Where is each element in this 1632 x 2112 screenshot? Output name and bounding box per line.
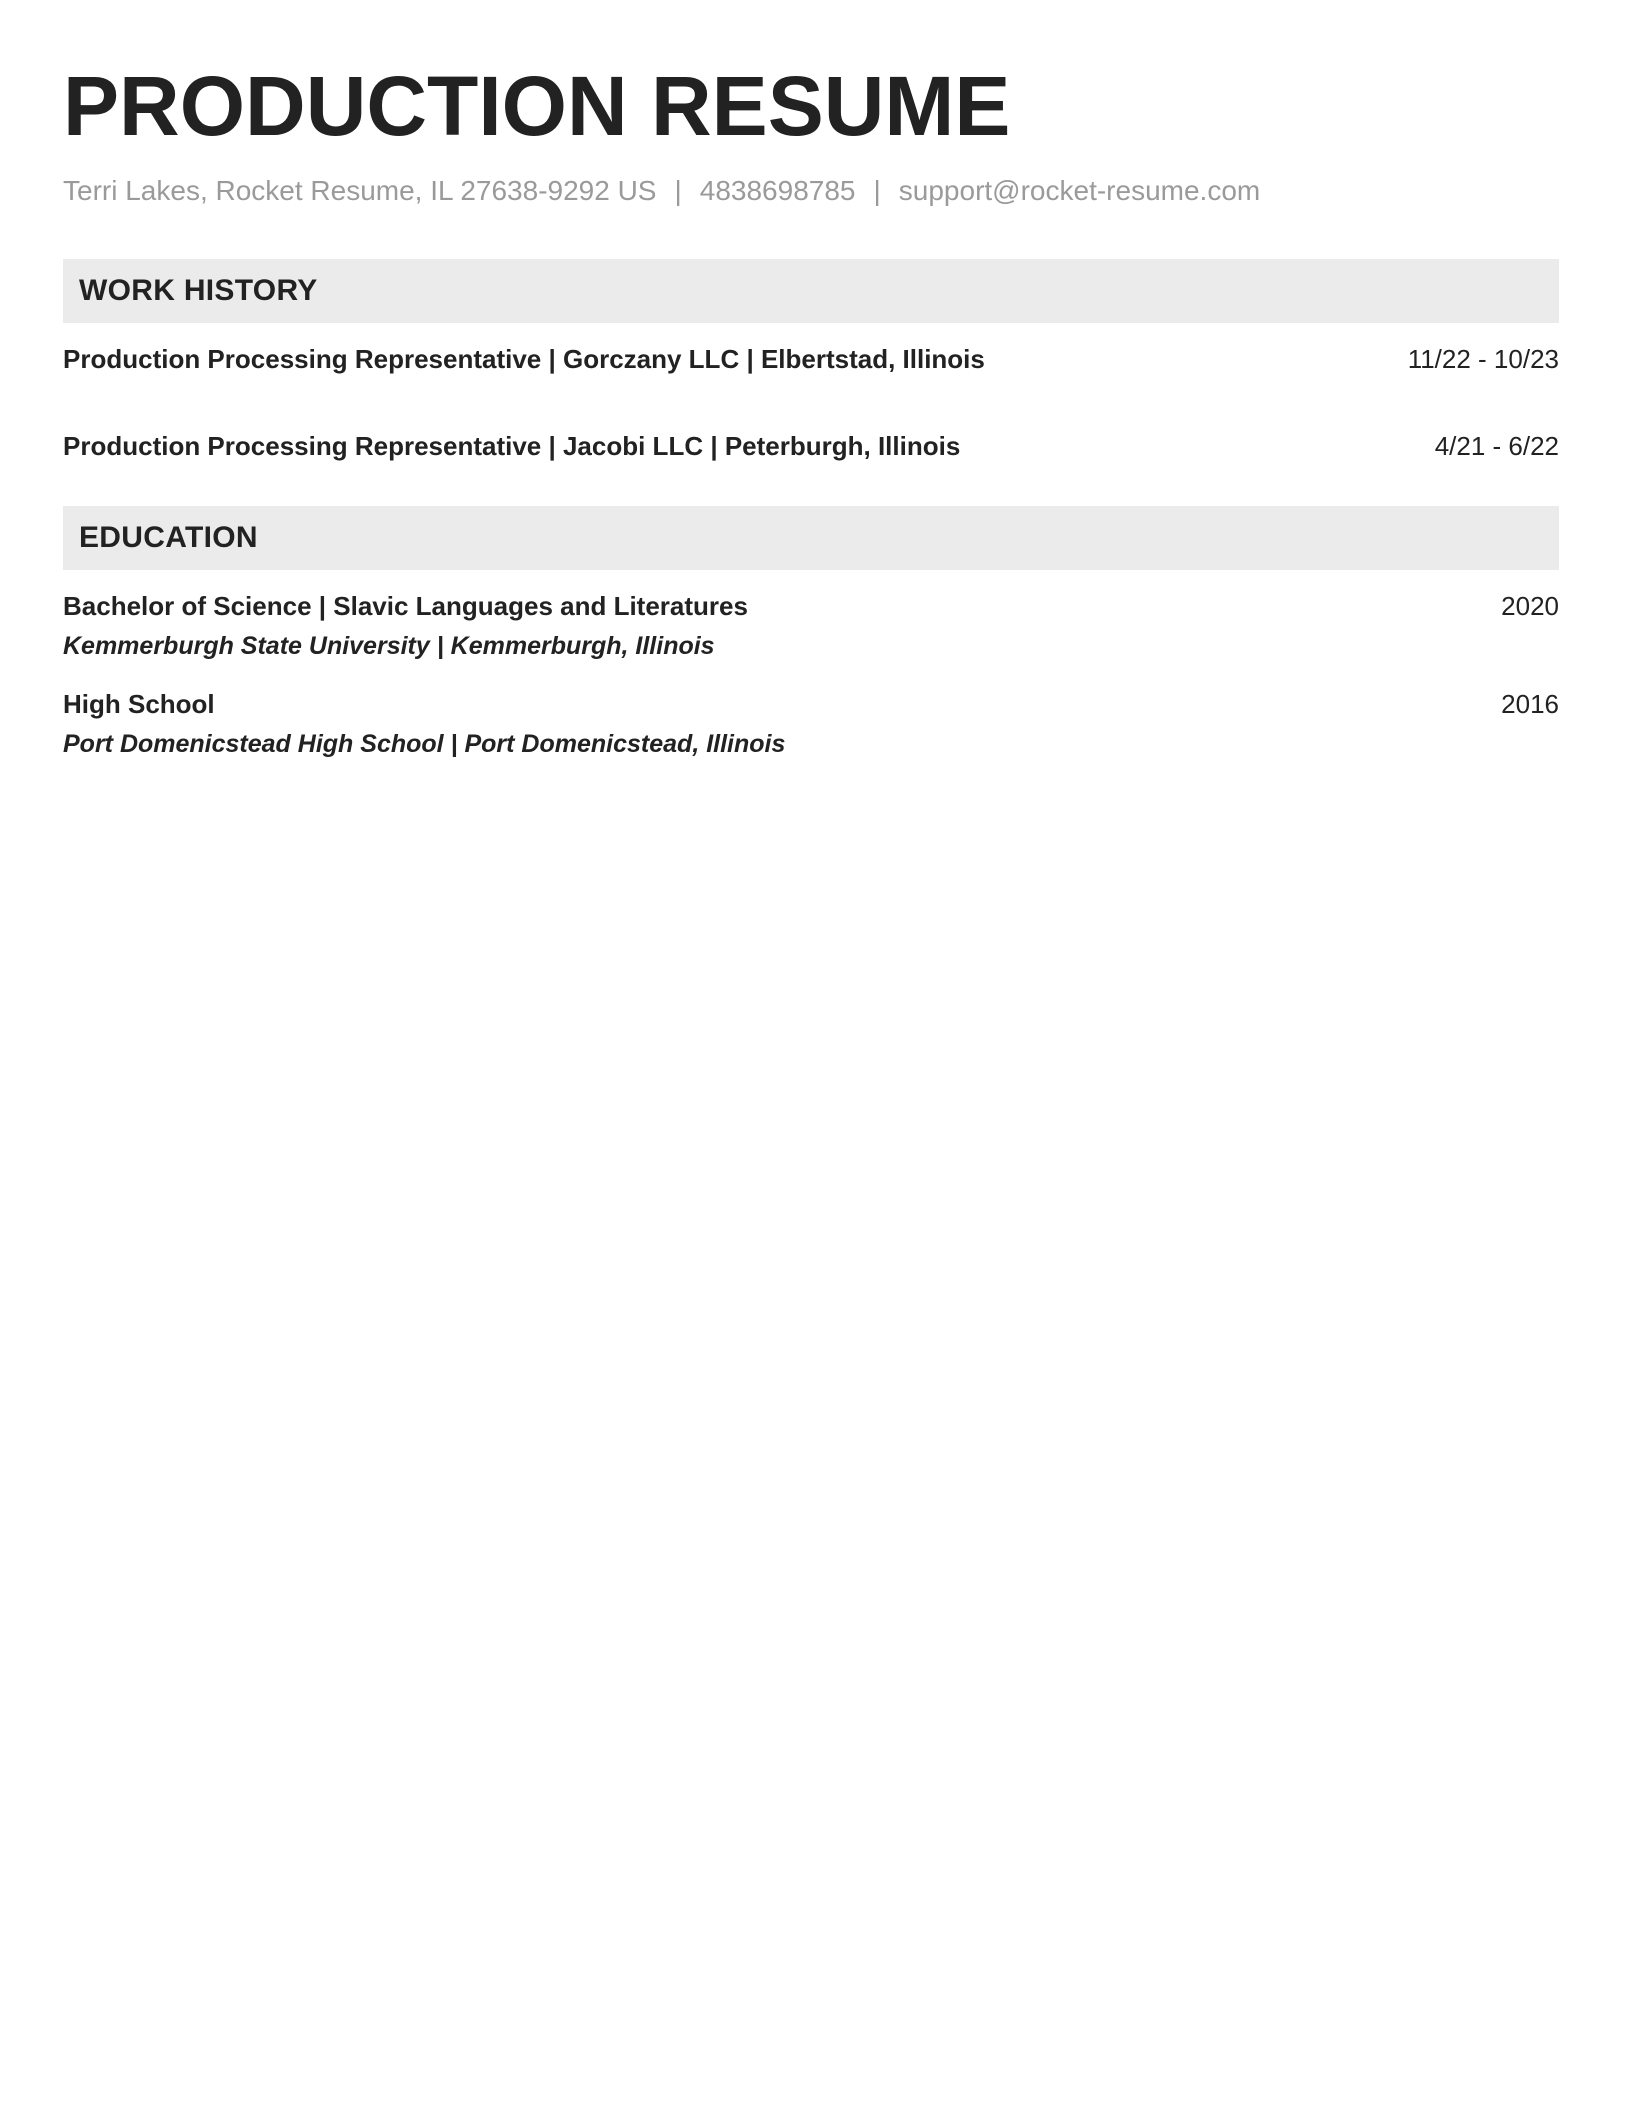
page-title: PRODUCTION RESUME xyxy=(63,59,1011,153)
job-title: Production Processing Representative | Jacobi LLC | Peterburgh, Illinois xyxy=(63,431,961,461)
education-entry xyxy=(63,688,1559,760)
work-history-list xyxy=(63,343,1559,462)
education-header xyxy=(63,506,1559,570)
education-year: 2020 xyxy=(1501,591,1559,621)
education-year: 2016 xyxy=(1501,689,1559,719)
work-history-header xyxy=(63,259,1559,323)
contact-separator: | xyxy=(674,175,682,206)
resume-page xyxy=(63,0,1559,760)
education-heading: EDUCATION xyxy=(79,521,258,554)
contact-separator: | xyxy=(873,175,881,206)
education-school: Port Domenicstead High School | Port Domenicstead, Illinois xyxy=(63,730,786,758)
contact-line xyxy=(63,174,1559,208)
job-title: Production Processing Representative | Gorczany LLC | Elbertstad, Illinois xyxy=(63,344,985,374)
education-degree: Bachelor of Science | Slavic Languages and Literatures xyxy=(63,591,748,621)
contact-address: Terri Lakes, Rocket Resume, IL 27638-9292 US xyxy=(63,175,657,206)
education-entry xyxy=(63,590,1559,662)
contact-phone: 4838698785 xyxy=(699,175,856,206)
education-school: Kemmerburgh State University | Kemmerburgh, Illinois xyxy=(63,632,715,660)
job-dates: 11/22 - 10/23 xyxy=(1407,344,1559,374)
job-entry xyxy=(63,430,1559,462)
education-degree: High School xyxy=(63,689,215,719)
job-entry xyxy=(63,343,1559,375)
education-list xyxy=(63,590,1559,760)
contact-email: support@rocket-resume.com xyxy=(898,175,1261,206)
job-dates: 4/21 - 6/22 xyxy=(1434,431,1559,461)
work-history-heading: WORK HISTORY xyxy=(79,274,318,307)
